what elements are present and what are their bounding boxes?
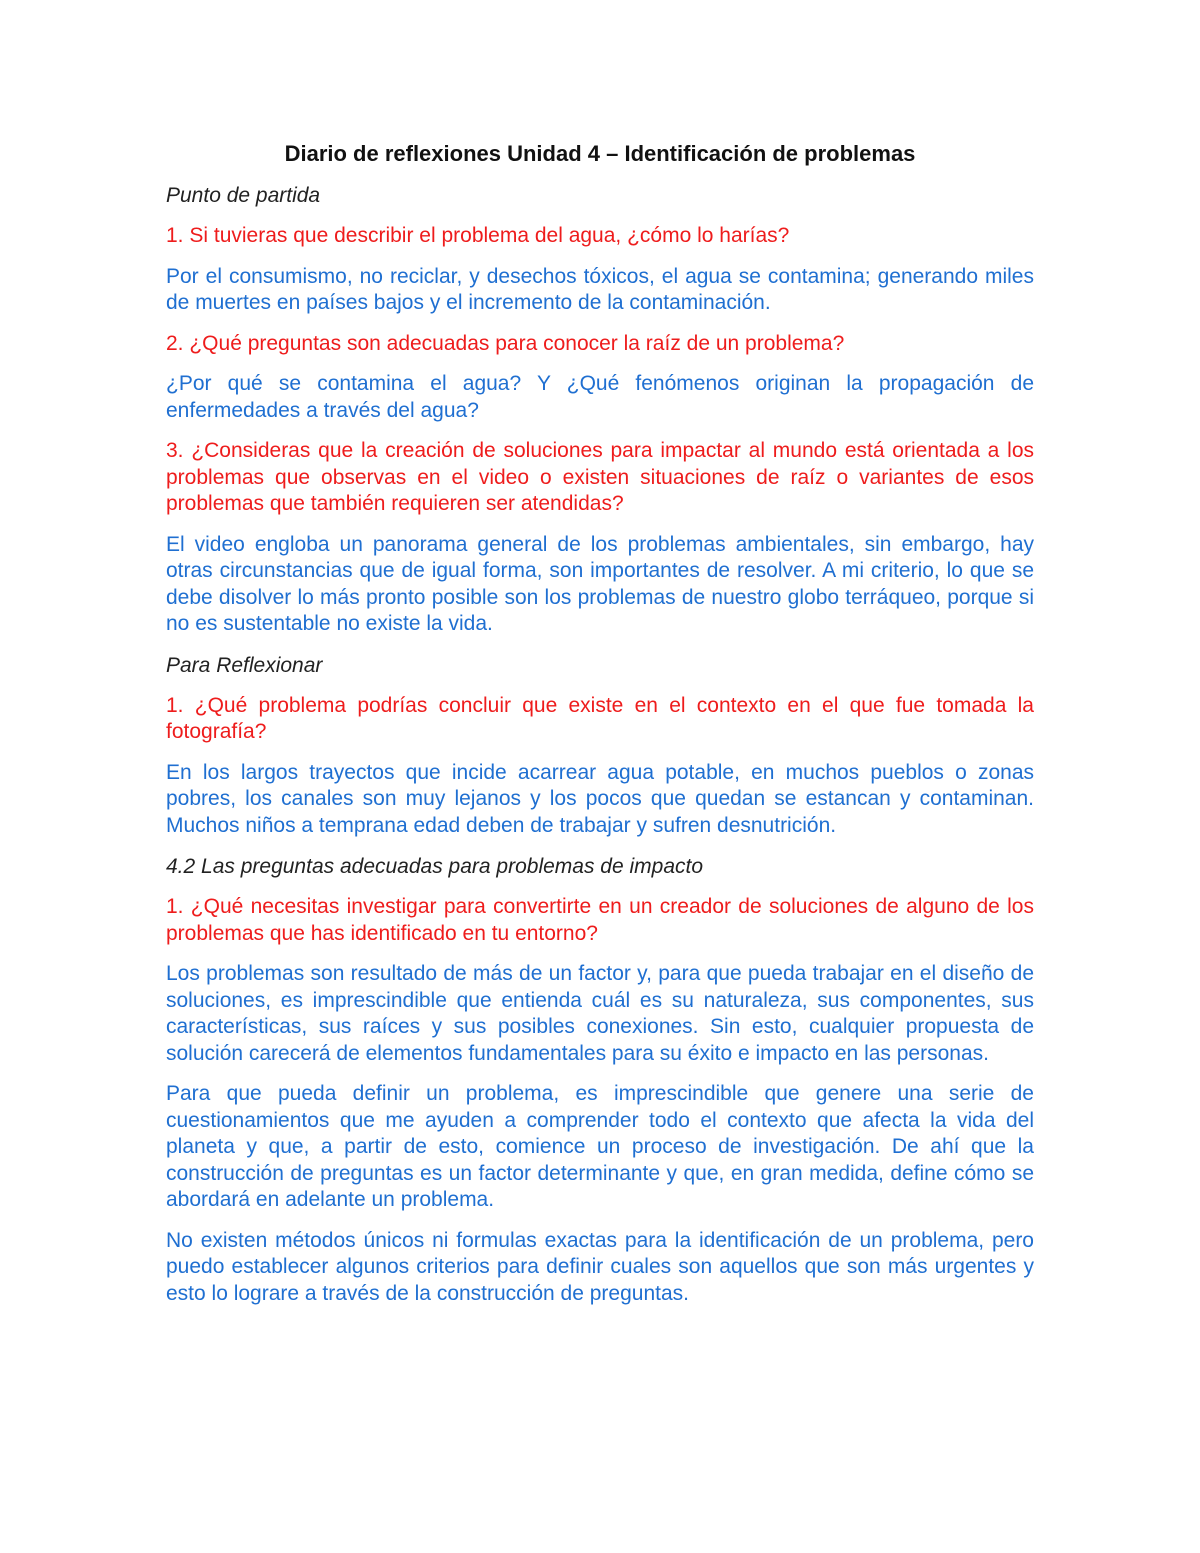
- question-1: 1. Si tuvieras que describir el problema del agua, ¿cómo lo harías?: [166, 224, 790, 247]
- answer-2: ¿Por qué se contamina el agua? Y ¿Qué fenómenos originan la propagación de enfermedades a través del agua?: [166, 372, 1034, 422]
- question-impacto-1: 1. ¿Qué necesitas investigar para convertirte en un creador de soluciones de alguno de los problemas que has identificado en tu entorno?: [166, 895, 1034, 945]
- answer-impacto-2: Para que pueda definir un problema, es imprescindible que genere una serie de cuestionamientos que me ayuden a comprender todo el contexto que afecta la vida del planeta y que, a partir de esto, comience un proceso de investigación. De ahí que la construcción de preguntas es un factor determinante y que, en gran medida, define cómo se abordará en adelante un problema.: [166, 1082, 1034, 1211]
- question-reflexionar-1: 1. ¿Qué problema podrías concluir que existe en el contexto en el que fue tomada la fotografía?: [166, 693, 1034, 743]
- question-2: 2. ¿Qué preguntas son adecuadas para conocer la raíz de un problema?: [166, 331, 845, 355]
- answer-reflexionar-1: En los largos trayectos que incide acarrear agua potable, en muchos pueblos o zonas pobres, los canales son muy lejanos y los pocos que quedan se estancan y contaminan. Muchos niños a temprana edad deben de trabajar y sufren desnutrición.: [166, 760, 1034, 837]
- section-heading-para-reflexionar: Para Reflexionar: [166, 653, 323, 677]
- question-3: 3. ¿Consideras que la creación de soluciones para impactar al mundo está orientada a los problemas que observas en el video o existen situaciones de raíz o variantes de esos problemas que también requieren ser atendidas?: [166, 439, 1034, 515]
- answer-impacto-1: Los problemas son resultado de más de un factor y, para que pueda trabajar en el diseño de soluciones, es imprescindible que entienda cuál es su naturaleza, sus componentes, sus características, sus raíces y sus posibles conexiones. Sin esto, cualquier propuesta de solución carecerá de elementos fundamentales para su éxito e impacto en las personas.: [166, 962, 1034, 1065]
- answer-3: El video engloba un panorama general de los problemas ambientales, sin embargo, hay otras circunstancias que de igual forma, son importantes de resolver. A mi criterio, lo que se debe disolver lo más pronto posible son los problemas de nuestro globo terráqueo, porque si no es sustentable no existe la vida.: [166, 532, 1034, 635]
- section-heading-preguntas-adecuadas: 4.2 Las preguntas adecuadas para problemas de impacto: [166, 855, 704, 878]
- answer-1: Por el consumismo, no reciclar, y desechos tóxicos, el agua se contamina; generando miles de muertes en países bajos y el incremento de la contaminación.: [166, 264, 1034, 314]
- answer-impacto-3: No existen métodos únicos ni formulas exactas para la identificación de un problema, pero puedo establecer algunos criterios para definir cuales son aquellos que son más urgentes y esto lo lograre a través de la construcción de preguntas.: [166, 1228, 1034, 1305]
- document-title: Diario de reflexiones Unidad 4 – Identificación de problemas: [284, 141, 916, 166]
- section-heading-punto-de-partida: Punto de partida: [166, 184, 321, 207]
